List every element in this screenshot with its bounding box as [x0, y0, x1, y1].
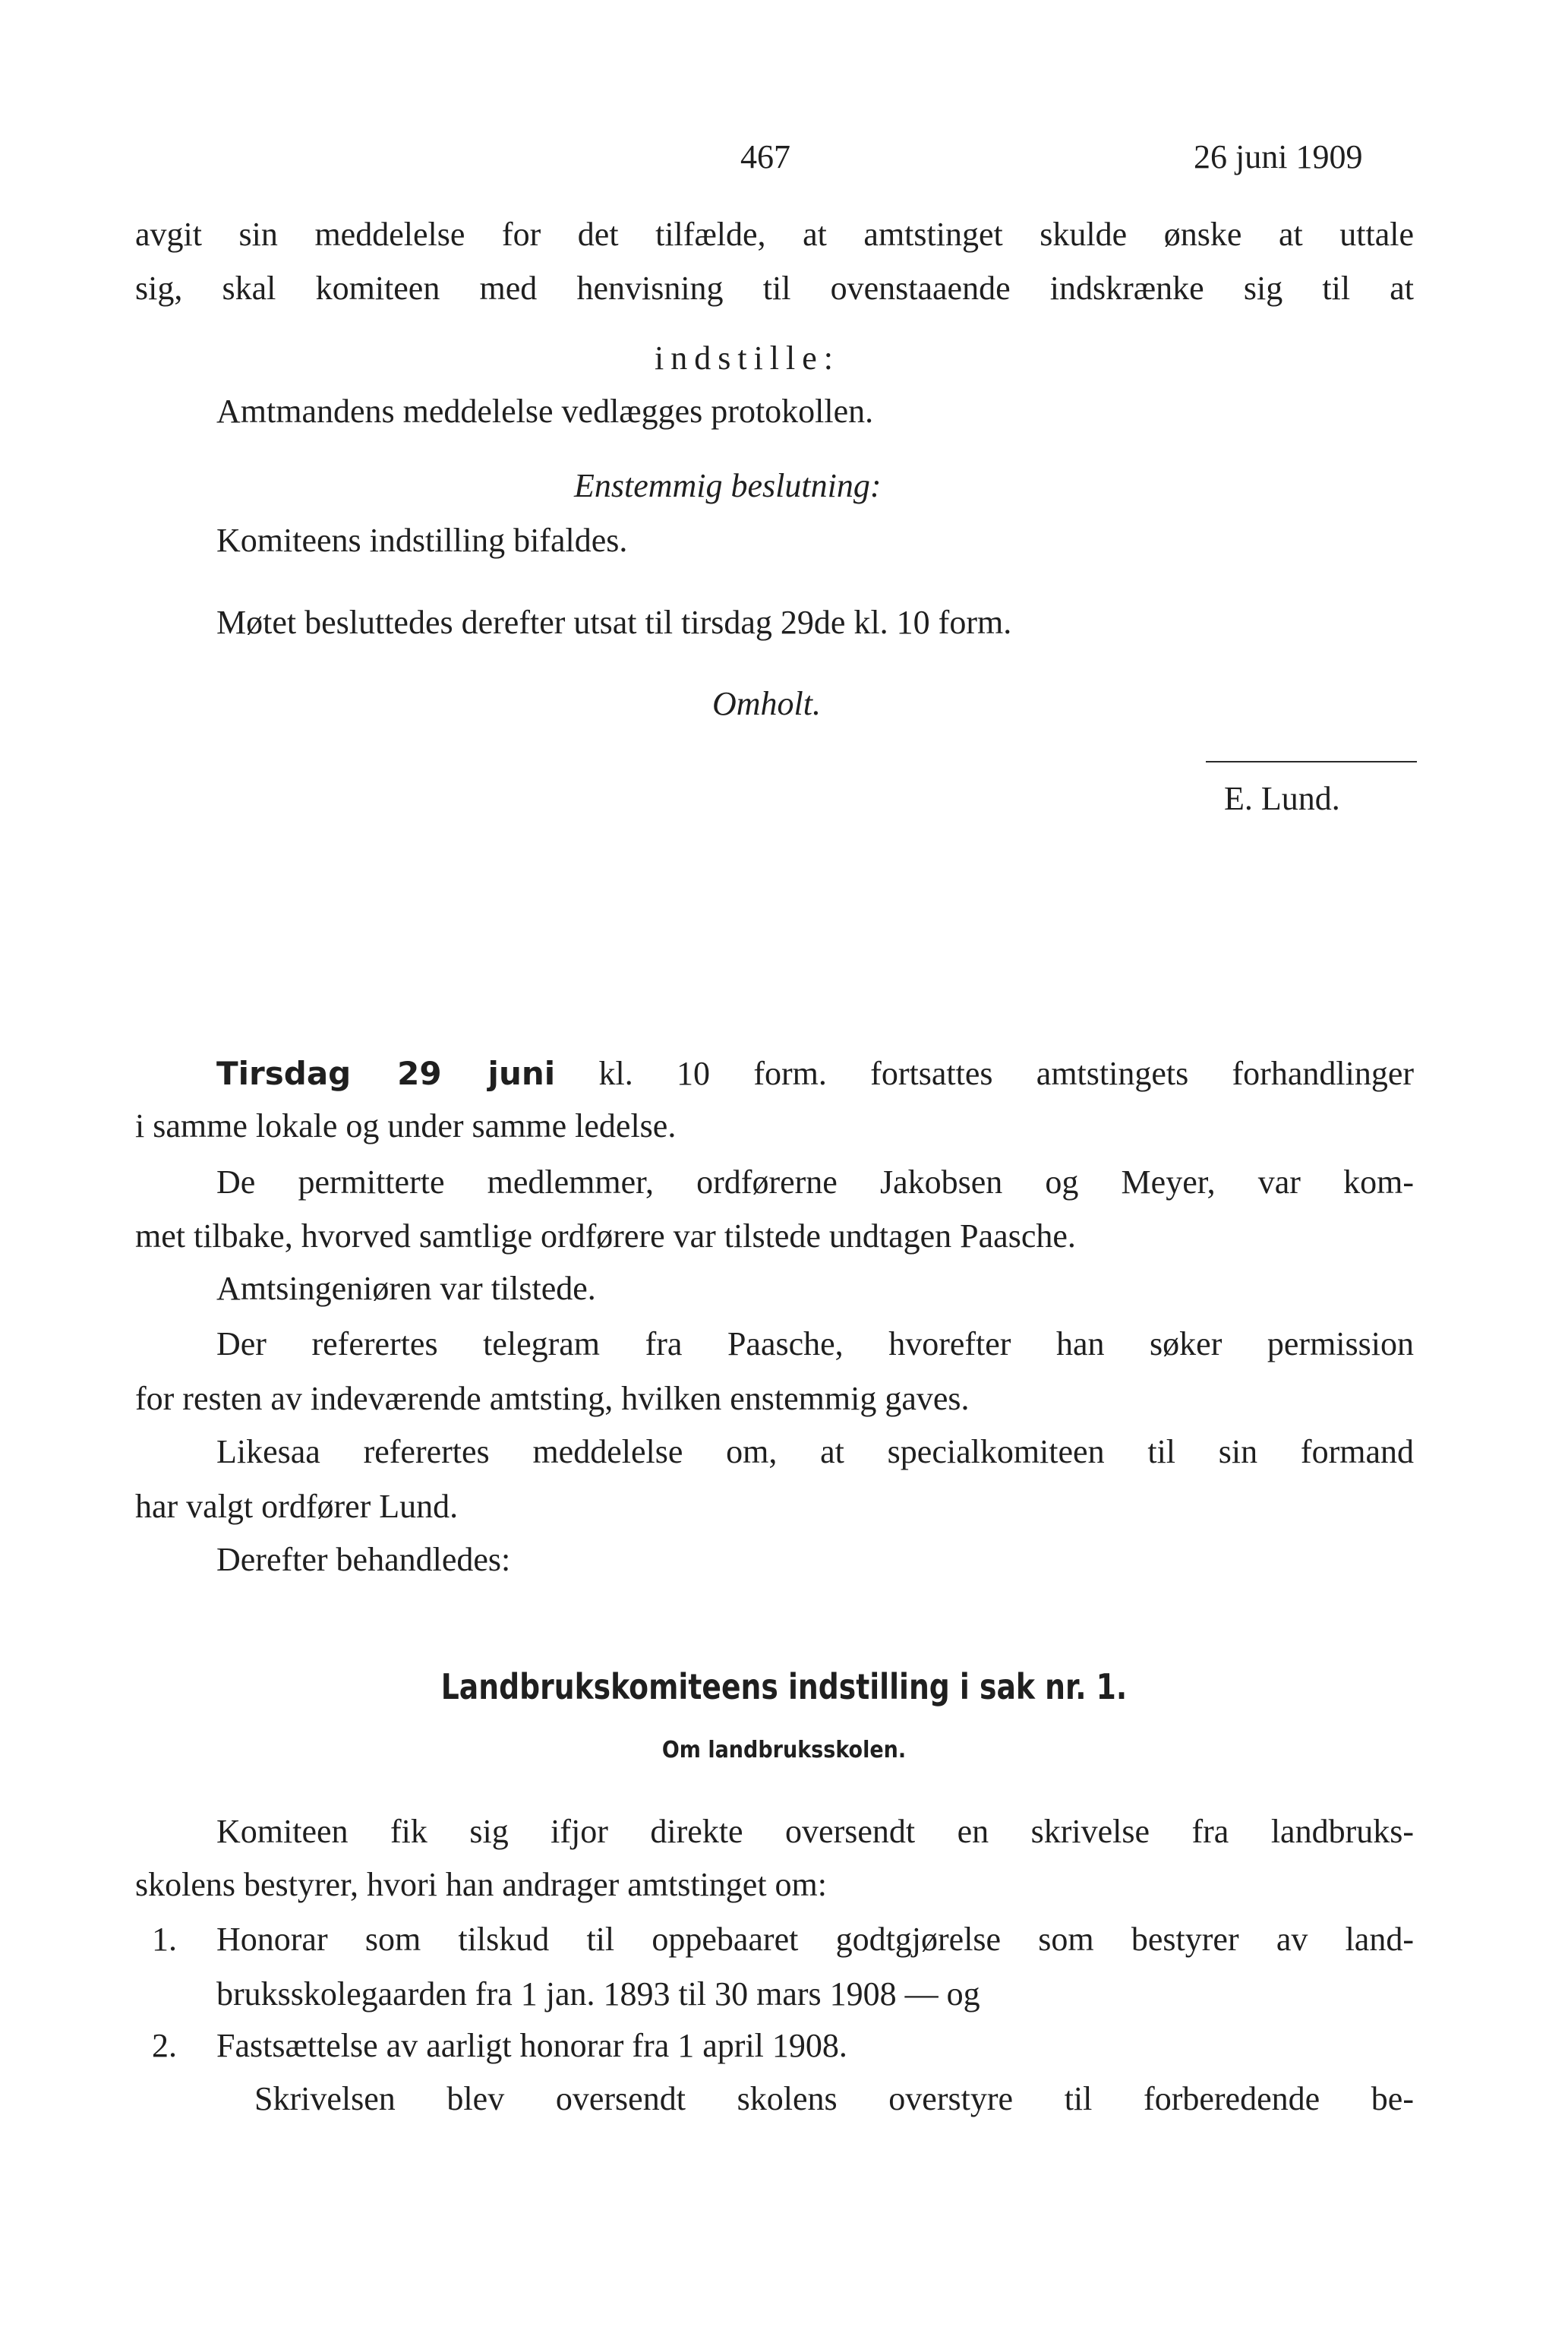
list-number: 2.	[152, 2027, 177, 2064]
list-item-line: Honorar som tilskud til oppebaaret godtgjørelse som bestyrer av land-	[216, 1921, 1414, 1958]
section-line: Komiteen fik sig ifjor direkte oversendt en skrivelse fra landbruks-	[216, 1813, 1414, 1850]
session-line: i samme lokale og under samme ledelse.	[135, 1107, 677, 1144]
body-line: Komiteens indstilling bifaldes.	[216, 522, 628, 559]
body-line: avgit sin meddelelse for det tilfælde, at amtstinget skulde ønske at uttale	[135, 216, 1414, 253]
session-line: Der referertes telegram fra Paasche, hvorefter han søker permission	[216, 1325, 1414, 1362]
section-subtitle: Om landbruksskolen.	[661, 1737, 907, 1763]
signature-omholt: Omholt.	[712, 685, 821, 722]
section-line: skolens bestyrer, hvori han andrager amtstinget om:	[135, 1866, 828, 1903]
list-item-line: bruksskolegaarden fra 1 jan. 1893 til 30 mars 1908 — og	[216, 1975, 980, 2013]
signature-lund: E. Lund.	[1224, 780, 1340, 817]
body-line: Møtet besluttedes derefter utsat til tirsdag 29de kl. 10 form.	[216, 604, 1012, 641]
session-line	[216, 1057, 1414, 1091]
session-line: for resten av indeværende amtsting, hvilken enstemmig gaves.	[135, 1380, 970, 1417]
page-date: 26 juni 1909	[1194, 138, 1363, 175]
list-item-line: Fastsættelse av aarligt honorar fra 1 april 1908.	[216, 2027, 847, 2064]
session-line: har valgt ordfører Lund.	[135, 1488, 459, 1525]
body-line: sig, skal komiteen med henvisning til ovenstaaende indskrænke sig til at	[135, 270, 1414, 307]
session-line: De permitterte medlemmer, ordførerne Jakobsen og Meyer, var kom-	[216, 1163, 1414, 1201]
indstille-heading: indstille:	[655, 339, 840, 377]
session-line: Amtsingeniøren var tilstede.	[216, 1270, 596, 1307]
resolution-heading: Enstemmig beslutning:	[574, 467, 882, 504]
page-number: 467	[740, 138, 790, 175]
session-line: Likesaa referertes meddelelse om, at specialkomiteen til sin formand	[216, 1433, 1414, 1470]
section-title: Landbrukskomiteens indstilling i sak nr. 1.	[440, 1666, 1128, 1707]
list-number: 1.	[152, 1921, 177, 1958]
body-line: Amtmandens meddelelse vedlægges protokollen.	[216, 393, 874, 430]
session-day: Tirsdag 29 juni	[216, 1055, 556, 1092]
session-line: Derefter behandledes:	[216, 1541, 511, 1578]
session-line: met tilbake, hvorved samtlige ordførere var tilstede undtagen Paasche.	[135, 1217, 1076, 1255]
session-line-rest: kl. 10 form. fortsattes amtstingets forhandlinger	[555, 1055, 1414, 1092]
section-line: Skrivelsen blev oversendt skolens overstyre til forberedende be-	[254, 2080, 1414, 2117]
signature-rule	[1206, 761, 1417, 762]
